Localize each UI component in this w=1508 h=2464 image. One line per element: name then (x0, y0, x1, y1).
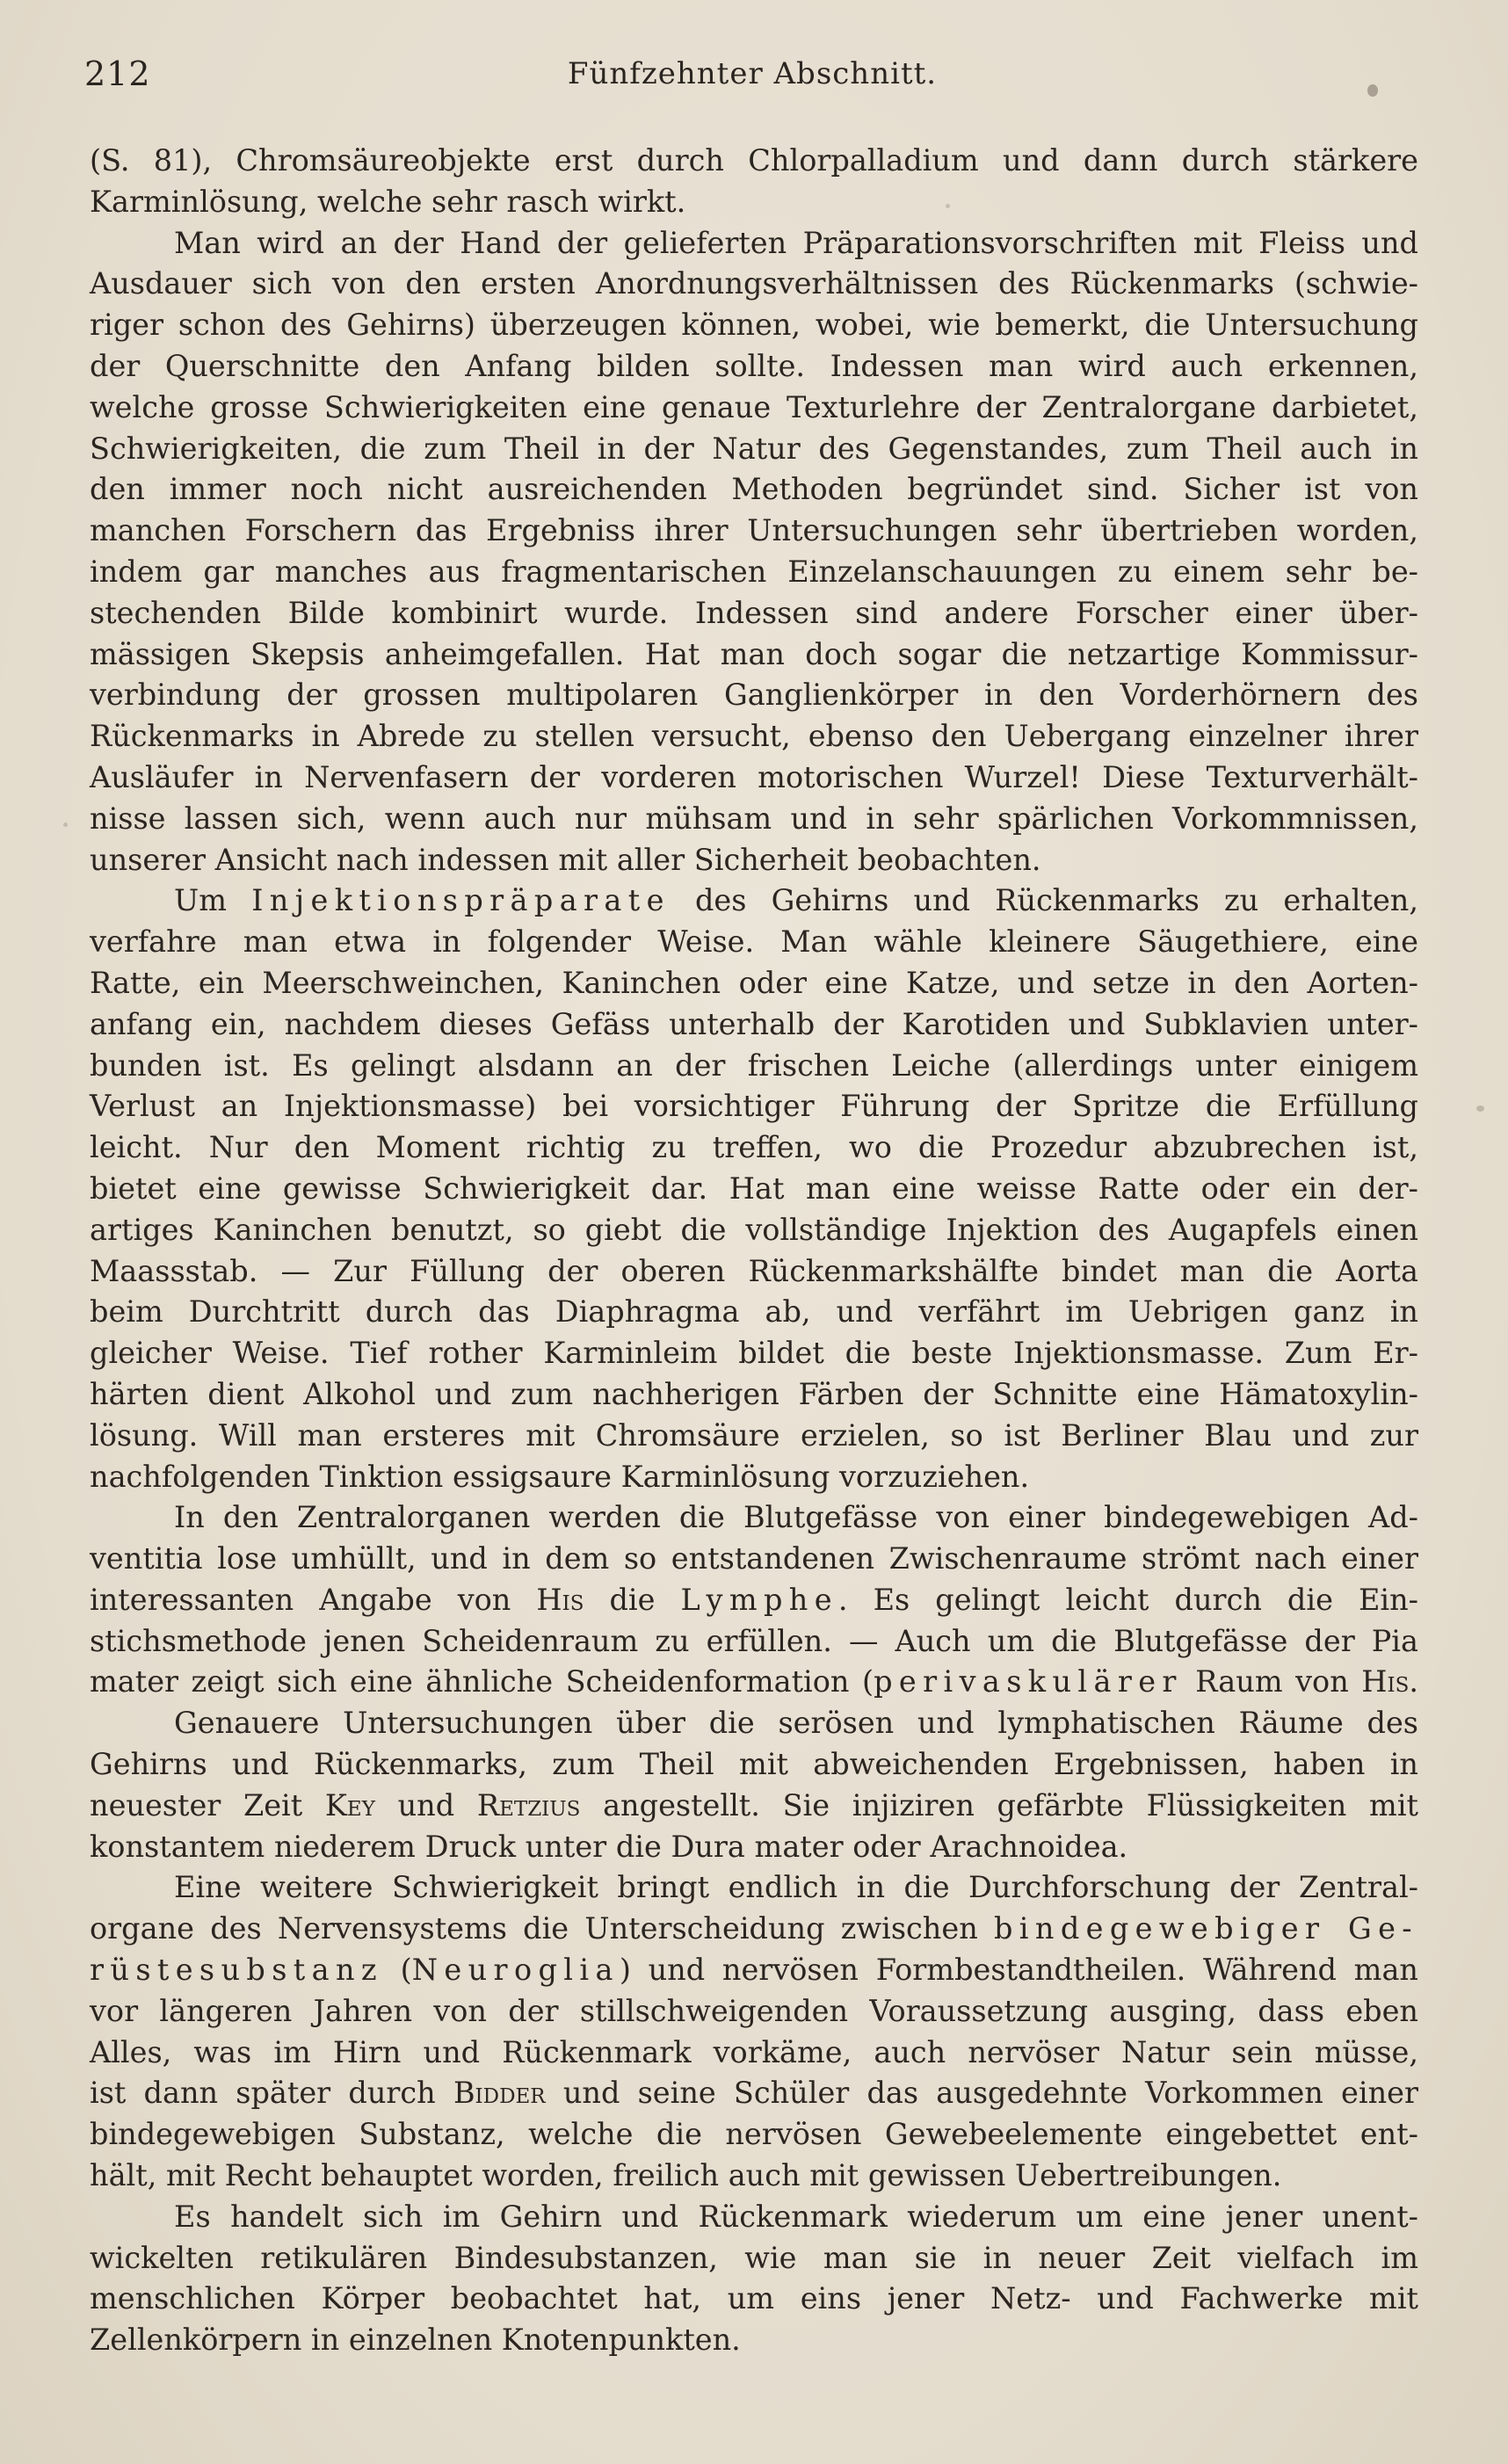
spaced-term: Neuroglia (411, 1953, 620, 1988)
author-name: His (536, 1582, 584, 1617)
author-name: Key (324, 1787, 375, 1823)
text-line (90, 1662, 1418, 1703)
text-line (90, 1867, 1418, 1909)
body-text (90, 141, 1418, 2361)
text-line (90, 2033, 1418, 2074)
line-text: Ausdauer sich von den ersten Anordnungsverhältnissen des Rückenmarks (schwie- (90, 266, 1418, 301)
line-text: bietet eine gewisse Schwierigkeit dar. Hat man eine weisse Ratte oder ein der- (90, 1170, 1418, 1206)
line-text: lösung. Will man ersteres mit Chromsäure erzielen, so ist Berliner Blau und zur (90, 1417, 1418, 1453)
line-text: angestellt. Sie injiziren gefärbte Flüssigkeiten mit (580, 1787, 1418, 1823)
text-line (90, 922, 1418, 963)
line-text: ventitia lose umhüllt, und in dem so entstandenen Zwischenraume strömt nach einer (90, 1541, 1418, 1576)
text-line (90, 2073, 1418, 2114)
line-text: manchen Forschern das Ergebniss ihrer Untersuchungen sehr übertrieben worden, (90, 513, 1418, 548)
line-text: leicht. Nur den Moment richtig zu treffen, wo die Prozedur abzubrechen ist, (90, 1130, 1418, 1165)
line-text: . Es gelingt leicht durch die Ein- (837, 1582, 1419, 1617)
spaced-term: perivaskulärer (874, 1664, 1183, 1699)
text-line (90, 388, 1418, 429)
text-line (90, 840, 1418, 881)
line-text: vor längeren Jahren von der stillschweigenden Voraussetzung ausging, dass eben (90, 1993, 1418, 2028)
line-text: Man wird an der Hand der gelieferten Präparationsvorschriften mit Fleiss und (174, 225, 1418, 260)
text-line (90, 1251, 1418, 1293)
text-line (90, 469, 1418, 511)
text-line (90, 2156, 1418, 2197)
text-line (90, 1046, 1418, 1087)
text-line (90, 2197, 1418, 2238)
line-text: verbindung der grossen multipolaren Ganglienkörper in den Vorderhörnern des (90, 678, 1418, 713)
text-line (90, 141, 1418, 182)
text-line (90, 182, 1418, 223)
line-text: welche grosse Schwierigkeiten eine genaue Texturlehre der Zentralorgane darbietet, (90, 389, 1418, 424)
page-header (84, 54, 1420, 98)
line-text: wickelten retikulären Bindesubstanzen, wie man sie in neuer Zeit vielfach im (90, 2240, 1418, 2275)
text-line (90, 963, 1418, 1004)
line-text: artiges Kaninchen benutzt, so giebt die vollständige Injektion des Augapfels einen (90, 1212, 1418, 1247)
line-text: nisse lassen sich, wenn auch nur mühsam und in sehr spärlichen Vorkommnissen, (90, 801, 1418, 836)
line-text: Genauere Untersuchungen über die serösen und lymphatischen Räume des (174, 1706, 1418, 1741)
text-line (90, 1786, 1418, 1827)
line-text: unserer Ansicht nach indessen mit aller Sicherheit beobachten. (90, 842, 1041, 877)
text-line (90, 264, 1418, 305)
spaced-term: Lymphe (680, 1582, 838, 1617)
text-line (90, 1991, 1418, 2033)
line-text: Verlust an Injektionsmasse) bei vorsichtiger Führung der Spritze die Erfüllung (90, 1089, 1418, 1124)
line-text: Eine weitere Schwierigkeit bringt endlich in die Durchforschung der Zentral- (174, 1870, 1418, 1905)
line-text: anfang ein, nachdem dieses Gefäss unterhalb der Karotiden und Subklavien unter- (90, 1006, 1418, 1041)
line-text: interessanten Angabe von (90, 1582, 537, 1617)
line-text: bunden ist. Es gelingt alsdann an der frischen Leiche (allerdings unter einigem (90, 1047, 1418, 1083)
line-text: menschlichen Körper beobachtet hat, um eins jener Netz- und Fachwerke mit (90, 2281, 1418, 2316)
text-line (90, 1703, 1418, 1744)
text-line (90, 1497, 1418, 1539)
text-line (90, 1086, 1418, 1127)
text-line (90, 2238, 1418, 2279)
page-number: 212 (84, 54, 151, 93)
text-line (90, 1580, 1418, 1621)
line-text: ( (382, 1953, 412, 1988)
text-line (90, 675, 1418, 716)
text-line (90, 799, 1418, 840)
text-line (90, 223, 1418, 265)
line-text: verfahre man etwa in folgender Weise. Man wähle kleinere Säugethiere, eine (90, 924, 1418, 960)
line-text: neuester Zeit (90, 1787, 325, 1823)
line-text: riger schon des Gehirns) überzeugen können, wobei, wie bemerkt, die Untersuchung (90, 308, 1418, 343)
line-text: indem gar manches aus fragmentarischen Einzelanschauungen zu einem sehr be- (90, 554, 1418, 589)
line-text: Alles, was im Hirn und Rückenmark vorkäme, auch nervöser Natur sein müsse, (90, 2034, 1418, 2069)
text-line (90, 757, 1418, 799)
line-text: beim Durchtritt durch das Diaphragma ab, und verfährt im Uebrigen ganz in (90, 1294, 1418, 1330)
line-text: Rückenmarks in Abrede zu stellen versucht, ebenso den Uebergang einzelner ihrer (90, 719, 1418, 754)
text-line (90, 346, 1418, 388)
text-line (90, 2320, 1418, 2361)
text-line (90, 1169, 1418, 1210)
text-line (90, 1539, 1418, 1580)
text-line (90, 1127, 1418, 1169)
line-text: hält, mit Recht behauptet worden, freilich auch mit gewissen Uebertreibungen. (90, 2158, 1282, 2193)
text-line (90, 511, 1418, 552)
text-line (90, 2279, 1418, 2320)
spaced-term: bindegewebiger Ge- (993, 1911, 1418, 1946)
text-line (90, 1004, 1418, 1046)
ink-speck (946, 204, 950, 208)
line-text: den immer noch nicht ausreichenden Methoden begründet sind. Sicher ist von (90, 472, 1418, 507)
line-text: Raum von (1182, 1664, 1362, 1699)
author-name: Bidder (453, 2076, 546, 2111)
line-text: mässigen Skepsis anheimgefallen. Hat man doch sogar die netzartige Kommissur- (90, 636, 1418, 671)
line-text: und (374, 1787, 477, 1823)
line-text: ) und nervösen Formbestandtheilen. Während man (619, 1953, 1418, 1988)
line-text: In den Zentralorganen werden die Blutgefässe von einer bindegewebigen Ad- (174, 1500, 1418, 1535)
text-line (90, 1744, 1418, 1786)
ink-speck (63, 823, 68, 827)
line-text: Schwierigkeiten, die zum Theil in der Natur des Gegenstandes, zum Theil auch in (90, 431, 1418, 466)
spaced-term: rüstesubstanz (90, 1953, 383, 1988)
line-text: Maassstab. — Zur Füllung der oberen Rückenmarkshälfte bindet man die Aorta (90, 1253, 1418, 1288)
line-text: stichsmethode jenen Scheidenraum zu erfüllen. — Auch um die Blutgefässe der Pia (90, 1623, 1418, 1658)
line-text: Um (174, 883, 252, 918)
text-line (90, 1210, 1418, 1251)
line-text: und seine Schüler das ausgedehnte Vorkommen einer (545, 2076, 1419, 2111)
line-text: der Querschnitte den Anfang bilden sollte. Indessen man wird auch erkennen, (90, 348, 1418, 383)
text-line (90, 1621, 1418, 1663)
line-text: die (584, 1582, 681, 1617)
text-line (90, 716, 1418, 757)
text-line (90, 1374, 1418, 1416)
text-line (90, 634, 1418, 676)
line-text: . (1409, 1664, 1419, 1699)
text-line (90, 2114, 1418, 2156)
text-line (90, 1333, 1418, 1374)
line-text: bindegewebigen Substanz, welche die nervösen Gewebeelemente eingebettet ent- (90, 2117, 1418, 2152)
line-text: ist dann später durch (90, 2076, 453, 2111)
line-text: des Gehirns und Rückenmarks zu erhalten, (670, 883, 1418, 918)
text-line (90, 1827, 1418, 1868)
line-text: härten dient Alkohol und zum nachherigen Färben der Schnitte eine Hämatoxylin- (90, 1376, 1418, 1411)
line-text: organe des Nervensystems die Unterscheidung zwischen (90, 1911, 994, 1946)
text-line (90, 429, 1418, 470)
line-text: Ausläufer in Nervenfasern der vorderen motorischen Wurzel! Diese Texturverhält- (90, 759, 1418, 794)
text-line (90, 305, 1418, 346)
line-text: konstantem niederem Druck unter die Dura mater oder Arachnoidea. (90, 1829, 1128, 1864)
line-text: gleicher Weise. Tief rother Karminleim bildet die beste Injektionsmasse. Zum Er- (90, 1336, 1418, 1371)
text-line (90, 1950, 1418, 1991)
text-line (90, 1416, 1418, 1457)
author-name: Retzius (476, 1787, 581, 1823)
text-line (90, 1909, 1418, 1950)
line-text: Karminlösung, welche sehr rasch wirkt. (90, 184, 686, 219)
line-text: Gehirns und Rückenmarks, zum Theil mit abweichenden Ergebnissen, haben in (90, 1747, 1418, 1782)
line-text: Es handelt sich im Gehirn und Rückenmark wiederum um eine jener unent- (174, 2199, 1418, 2234)
running-title: Fünfzehnter Abschnitt. (567, 56, 938, 91)
line-text: (S. 81), Chromsäureobjekte erst durch Chlorpalladium und dann durch stärkere (90, 143, 1418, 178)
text-line (90, 552, 1418, 593)
ink-speck (1367, 84, 1378, 97)
spaced-term: Injektionspräparate (251, 883, 671, 918)
line-text: Zellenkörpern in einzelnen Knotenpunkten. (90, 2323, 741, 2358)
text-line (90, 1457, 1418, 1498)
line-text: stechenden Bilde kombinirt wurde. Indessen sind andere Forscher einer über- (90, 595, 1418, 630)
ink-speck (1476, 1105, 1484, 1112)
line-text: Ratte, ein Meerschweinchen, Kaninchen oder eine Katze, und setze in den Aorten- (90, 965, 1418, 1000)
line-text: nachfolgenden Tinktion essigsaure Karminlösung vorzuziehen. (90, 1459, 1030, 1494)
author-name: His (1361, 1664, 1410, 1699)
text-line (90, 881, 1418, 922)
text-line (90, 593, 1418, 634)
line-text: mater zeigt sich eine ähnliche Scheidenformation ( (90, 1664, 874, 1699)
text-line (90, 1292, 1418, 1333)
